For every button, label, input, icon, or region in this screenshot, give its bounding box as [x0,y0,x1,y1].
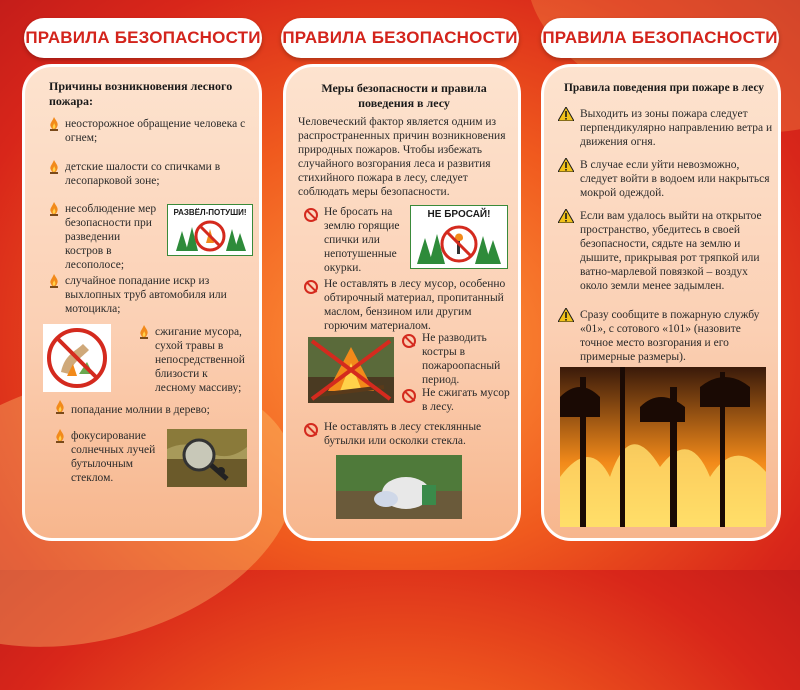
prohibition-icon [402,334,416,348]
behavior-item: Сразу сообщите в пожарную службу «01», с сотового «101» (назовите точное место возгорания и его примерные размеры). [580,309,760,363]
litter-photo [336,455,462,519]
panel1-title: Причины возникновения лесного пожара: [49,79,233,108]
cause-item: детские шалости со спичками в лесопарковой зоне; [65,161,221,187]
cause-item: фокусирование солнечных лучей бутылочным стеклом. [71,430,156,484]
warning-icon [558,308,574,322]
prohibition-icon [304,208,318,222]
cause-item: попадание молнии в дерево; [71,404,210,416]
header-3: ПРАВИЛА БЕЗОПАСНОСТИ [541,18,779,58]
measure-item: Не оставлять в лесу стеклянные бутылки или осколки стекла. [324,421,482,447]
panel2-intro: Человеческий фактор является одним из распространенных причин возникновения природных пожаров. Чтобы избежать случайного возгорания леса и развития стихийного пожара в лесу, следует соблюдать меры безопасности. [298,116,506,198]
flame-icon [55,400,65,414]
measure-item: Не сжигать мусор в лесу. [422,387,510,413]
measure-item: Не бросать на землю горящие спички или непотушенные окурки. [324,206,400,274]
magnifier-photo [167,429,247,487]
flame-icon [49,274,59,288]
cause-item: случайное попадание искр из выхлопных труб автомобиля или мотоцикла; [65,275,227,315]
no-matches-sign-icon [411,220,507,268]
flame-icon [139,325,149,339]
warning-icon [558,158,574,172]
measure-item: Не разводить костры в пожароопасный период. [422,332,501,386]
panel-causes [22,64,262,541]
bonfire-crossed-photo [308,337,394,403]
header-2: ПРАВИЛА БЕЗОПАСНОСТИ [281,18,519,58]
warning-icon [558,209,574,223]
flame-icon [49,160,59,174]
measure-item: Не оставлять в лесу мусор, особенно обтирочный материал, пропитанный маслом, бензином или другим горючим материалом. [324,278,506,332]
flame-icon [49,202,59,216]
behavior-item: Если вам удалось выйти на открытое пространство, убедитесь в своей безопасности, сядьте на землю и дышите, прикрывая рот тряпкой или ватно-марлевой повязкой – воздух около земли менее задымлен. [580,210,762,292]
sign-ne-brosai [410,205,508,269]
behavior-item: Выходить из зоны пожара следует перпендикулярно направлению ветра и движения огня. [580,108,773,148]
prohibition-icon [304,280,318,294]
forest-fire-sign-icon [168,217,252,255]
sign-text: НЕ БРОСАЙ! [427,209,491,220]
flame-icon [49,117,59,131]
no-burning-sign-icon [43,324,111,392]
panel-behavior [541,64,781,541]
behavior-item: В случае если уйти невозможно, следует войти в водоем или накрыться мокрой одеждой. [580,159,770,199]
prohibition-icon [402,389,416,403]
forest-fire-photo [560,367,766,527]
cause-item: несоблюдение мер безопасности при разведении костров в лесополосе; [65,203,157,271]
flame-icon [55,429,65,443]
panel3-title: Правила поведения при пожаре в лесу [563,82,765,94]
header-1: ПРАВИЛА БЕЗОПАСНОСТИ [24,18,262,58]
cause-item: неосторожное обращение человека с огнем; [65,118,246,144]
warning-icon [558,107,574,121]
sign-text: РАЗВЁЛ-ПОТУШИ! [173,208,247,217]
cause-item: сжигание мусора, сухой травы в непосредственной близости к лесному массиву; [155,326,245,394]
prohibition-icon [304,423,318,437]
panel2-title: Меры безопасности и правила поведения в лесу [321,81,487,110]
sign-razvel-potushi [167,204,253,256]
panel-measures [283,64,521,541]
